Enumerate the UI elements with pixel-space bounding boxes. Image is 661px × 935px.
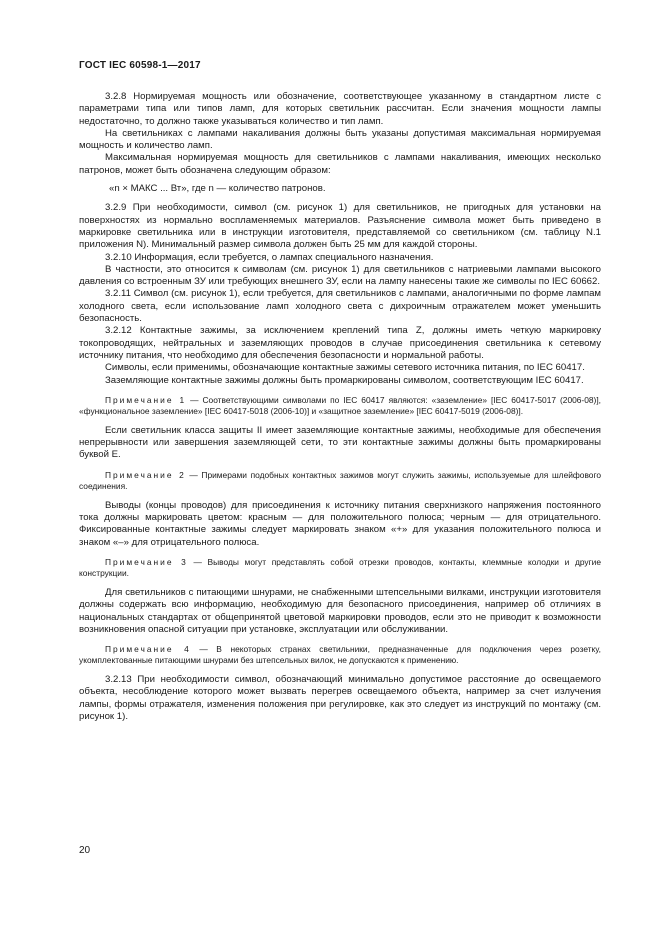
paragraph-3-2-10: 3.2.10 Информация, если требуется, о лампах специального назначения. — [105, 251, 434, 263]
paragraph: Выводы (концы проводов) для присоединения к источнику питания сверхнизкого напряжения постоянного тока должны маркировать цветом: красным — для положительного полюса; черным — для отрицательного. Фиксированные контактные зажимы следует маркировать знаком «+» для указания положительного полюса и знаком «–» для отрицательного полюса. — [79, 499, 601, 548]
document-header: ГОСТ IEC 60598-1—2017 — [79, 60, 201, 71]
paragraph: Заземляющие контактные зажимы должны быть промаркированы символом, соответствующим IEC 60417. — [105, 374, 584, 386]
note-text: — Выводы могут представлять собой отрезки проводов, контакты, клеммные колодки и другие конструкции. — [79, 556, 601, 578]
paragraph-3-2-9: 3.2.9 При необходимости, символ (см. рисунок 1) для светильников, не пригодных для установки на поверхностях из нормально воспламеняемых материалов. Разъяснение символа может быть приведено в маркировке светильника или в инструкции изготовителя, представляемой со светильником (см. таблицу N.1 приложения N). Минимальный размер символа должен быть 25 мм для каждой стороны. — [79, 202, 601, 251]
paragraph-3-2-11: 3.2.11 Символ (см. рисунок 1), если требуется, для светильников с лампами, аналогичными по форме лампам холодного света, если использование ламп холодного света с дихроичным отражателем может уменьшить безопасность. — [79, 288, 601, 325]
note-text: — Примерами подобных контактных зажимов могут служить зажимы, используемые для шлейфового соединения. — [79, 469, 601, 491]
formula-line: «n × МАКС ... Вт», где n — количество патронов. — [109, 183, 326, 195]
paragraph-3-2-8: 3.2.8 Нормируемая мощность или обозначение, соответствующее указанному в стандартном листе с параметрами типа или типов ламп, для которых светильник рассчитан. Если значения мощности лампы недостаточно, то должно также указываться количество и тип ламп. — [79, 91, 601, 127]
paragraph: Символы, если применимы, обозначающие контактные зажимы сетевого источника питания, по IEC 60417. — [105, 362, 585, 374]
paragraph-3-2-13: 3.2.13 При необходимости символ, обозначающий минимально допустимое расстояние до освещаемого объекта, несоблюдение которого может вызвать перегрев освещаемого объекта, например за счет излучения лампы, формы отражателя, изменения положения при регулировке, как это следует из инструкций по монтажу (см. рисунок 1). — [79, 674, 601, 722]
note-text: — Соответствующими символами по IEC 60417 являются: «заземление» [IEC 60417-5017 (2006-08)], «функциональное заземление» [IEC 60417-5018 (2006-10)] и «защитное заземление» [IEC 60417-5019 (2006-08)]. — [79, 394, 601, 416]
paragraph: Если светильник класса защиты II имеет заземляющие контактные зажимы, необходимые для обеспечения непрерывности или завершения заземляющей сети, то эти контактные зажимы должны быть промаркированы буквой Е. — [79, 424, 601, 461]
paragraph: Для светильников с питающими шнурами, не снабженными штепсельными вилками, инструкции изготовителя должны содержать всю информацию, необходимую для безопасного присоединения, например об отличиях в национальных стандартах от общепринятой цветовой маркировки проводов, если это не приводит к возможности возникновения опасной ситуации при установке, эксплуатации или обслуживании. — [79, 586, 601, 635]
note-label: Примечание 2 — [105, 469, 186, 480]
note-label: Примечание 4 — [105, 644, 191, 655]
paragraph: На светильниках с лампами накаливания должны быть указаны допустимая максимальная нормируемая мощность и количество ламп. — [79, 127, 601, 152]
note-2 — [79, 470, 601, 492]
note-4 — [79, 644, 601, 666]
paragraph-3-2-12: 3.2.12 Контактные зажимы, за исключением креплений типа Z, должны иметь четкую маркировку токопроводящих, нейтральных и заземляющих проводов в случае присоединения светильника к сетевому источнику питания, что необходимо для обеспечения безопасности и нормальной работы. — [79, 325, 601, 361]
paragraph: Максимальная нормируемая мощность для светильников с лампами накаливания, имеющих несколько патронов, может быть обозначена следующим образом: — [79, 152, 601, 176]
note-3 — [79, 557, 601, 579]
note-1 — [79, 395, 601, 417]
note-label: Примечание 3 — [105, 556, 188, 567]
document-body — [79, 91, 601, 723]
note-label: Примечание 1 — [105, 394, 187, 405]
paragraph: В частности, это относится к символам (см. рисунок 1) для светильников с натриевыми лампами высокого давления со встроенным ЗУ или требующих внешнего ЗУ, если на лампу нанесены такие же символы по IEC 60662. — [79, 263, 601, 288]
page-number: 20 — [79, 845, 91, 856]
note-text: — В некоторых странах светильники, предназначенные для подключения через розетку, укомплектованные питающими шнурами без штепсельных вилок, не допускаются к применению. — [79, 644, 601, 666]
